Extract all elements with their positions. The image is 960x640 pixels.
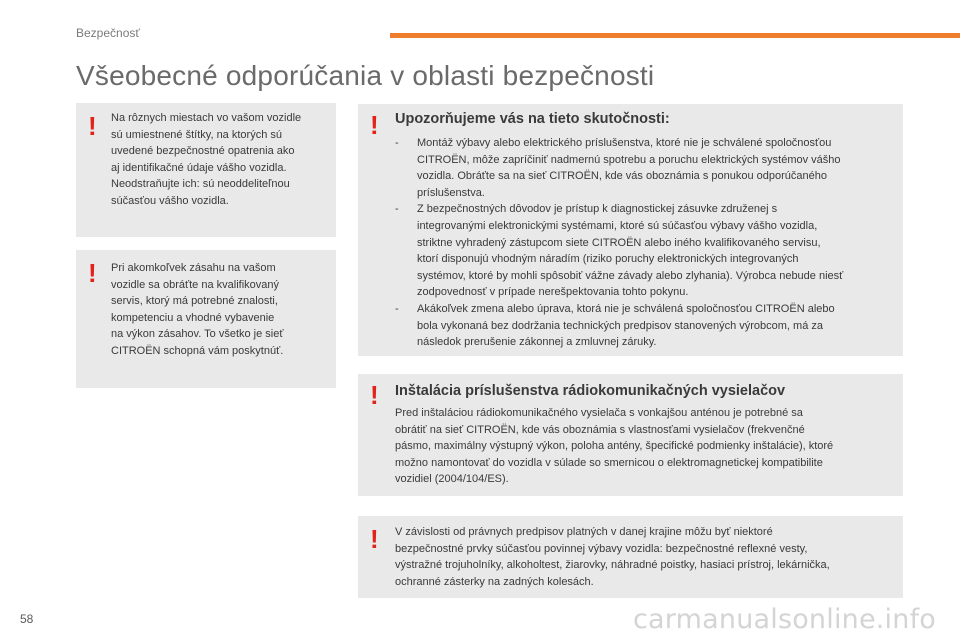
page-title: Všeobecné odporúčania v oblasti bezpečnosti xyxy=(76,60,655,91)
page-number: 58 xyxy=(20,612,34,626)
text-line: Pri akomkoľvek zásahu na vašom xyxy=(111,262,276,274)
text-line: servis, ktorý má potrebné znalosti, xyxy=(111,295,278,308)
warning-exclamation-icon: ! xyxy=(88,258,97,288)
list-item: - Akákoľvek zmena alebo úprava, ktorá nie je schválená spoločnosťou CITROËN alebo bola vykonaná bez dodržania technických predpisov stanovených výrobcom, má za následok prerušenie zákonnej a zmluvnej záruky. xyxy=(395,302,835,349)
list-item: - Montáž výbavy alebo elektrického príslušenstva, ktoré nie je schválené spoločnosťou CITROËN, môže zapríčiniť nadmernú spotrebu a poruchu elektrických systémov vášho vozidla. Obráťte sa na sieť CITROËN, kde vás oboznámia s ponukou odporúčaného príslušenstva. xyxy=(395,137,841,199)
radio-transmitter-box xyxy=(358,374,903,496)
warning-exclamation-icon: ! xyxy=(370,524,379,554)
text-line: vozidiel (2004/104/ES). xyxy=(395,473,509,486)
text-line: na výkon zásahov. To všetko je sieť xyxy=(111,328,284,341)
radio-heading: Inštalácia príslušenstva rádiokomunikačných vysielačov xyxy=(395,383,786,399)
list-item: - Z bezpečnostných dôvodov je prístup k diagnostickej zásuvke združenej s integrovanými elektronickými systémami, ktoré sú súčasťou výbavy vášho vozidla, striktne vyhradený zástupcom siete CITROËN alebo iného kvalifikovaného servisu, ktorí disponujú vhodným náradím (riziko poruchy elektronických integrovaných systémov, ktoré by mohli spôsobiť vážne závady alebo zlyhania). Výrobca nebude niesť zodpovednosť v prípade nerešpektovania tohto pokynu. xyxy=(395,203,844,299)
info-box-labels xyxy=(76,103,336,237)
text-line: kompetenciu a vhodné vybavenie xyxy=(111,311,275,324)
text-line: V závislosti od právnych predpisov platných v danej krajine môžu byť niektoré xyxy=(395,526,773,538)
warning-exclamation-icon: ! xyxy=(370,110,379,140)
notice-box xyxy=(358,104,903,356)
watermark: carmanualsonline.info xyxy=(633,604,936,635)
text-line: uvedené bezpečnostné opatrenia ako xyxy=(111,145,295,158)
text-line: CITROËN schopná vám poskytnúť. xyxy=(111,344,284,357)
radio-text xyxy=(395,405,900,488)
legal-text xyxy=(395,524,900,590)
warning-exclamation-icon: ! xyxy=(370,380,379,410)
text-line: aj identifikačné údaje vášho vozidla. xyxy=(111,161,287,174)
notice-heading: Upozorňujeme vás na tieto skutočnosti: xyxy=(395,111,670,127)
text-line: obrátiť na sieť CITROËN, kde vás oboznámia s vlastnosťami vysielačov (frekvenčné xyxy=(395,423,805,436)
header-accent-bar xyxy=(390,33,960,38)
info-box-service xyxy=(76,250,336,388)
text-line: Pred inštaláciou rádiokomunikačného vysielača s vonkajšou anténou je potrebné sa xyxy=(395,407,803,419)
notice-list xyxy=(395,135,900,351)
text-line: Neodstraňujte ich: sú neoddeliteľnou xyxy=(111,178,290,191)
text-line: Na rôznych miestach vo vašom vozidle xyxy=(111,112,302,124)
text-line: bezpečnostné prvky súčasťou povinnej výbavy vozidla: bezpečnostné reflexné vesty, xyxy=(395,542,808,555)
section-label: Bezpečnosť xyxy=(76,26,140,40)
text-line: pásmo, maximálny výstupný výkon, poloha antény, špecifické podmienky inštalácie), ktoré xyxy=(395,440,834,453)
info-box-labels-text xyxy=(111,110,331,210)
warning-exclamation-icon: ! xyxy=(88,111,97,141)
text-line: sú umiestnené štítky, na ktorých sú xyxy=(111,128,282,141)
text-line: možno namontovať do vozidla v súlade so smernicou o elektromagnetickej kompatibilite xyxy=(395,456,823,469)
text-line: vozidle sa obráťte na kvalifikovaný xyxy=(111,278,279,291)
text-line: výstražné trojuholníky, alkoholtest, žiarovky, náhradné poistky, hasiaci prístroj, lekárnička, xyxy=(395,559,830,572)
legal-equipment-box xyxy=(358,516,903,598)
text-line: ochranné zásterky na zadných kolesách. xyxy=(395,575,594,588)
text-line: súčasťou vášho vozidla. xyxy=(111,194,229,207)
info-box-service-text xyxy=(111,260,331,360)
